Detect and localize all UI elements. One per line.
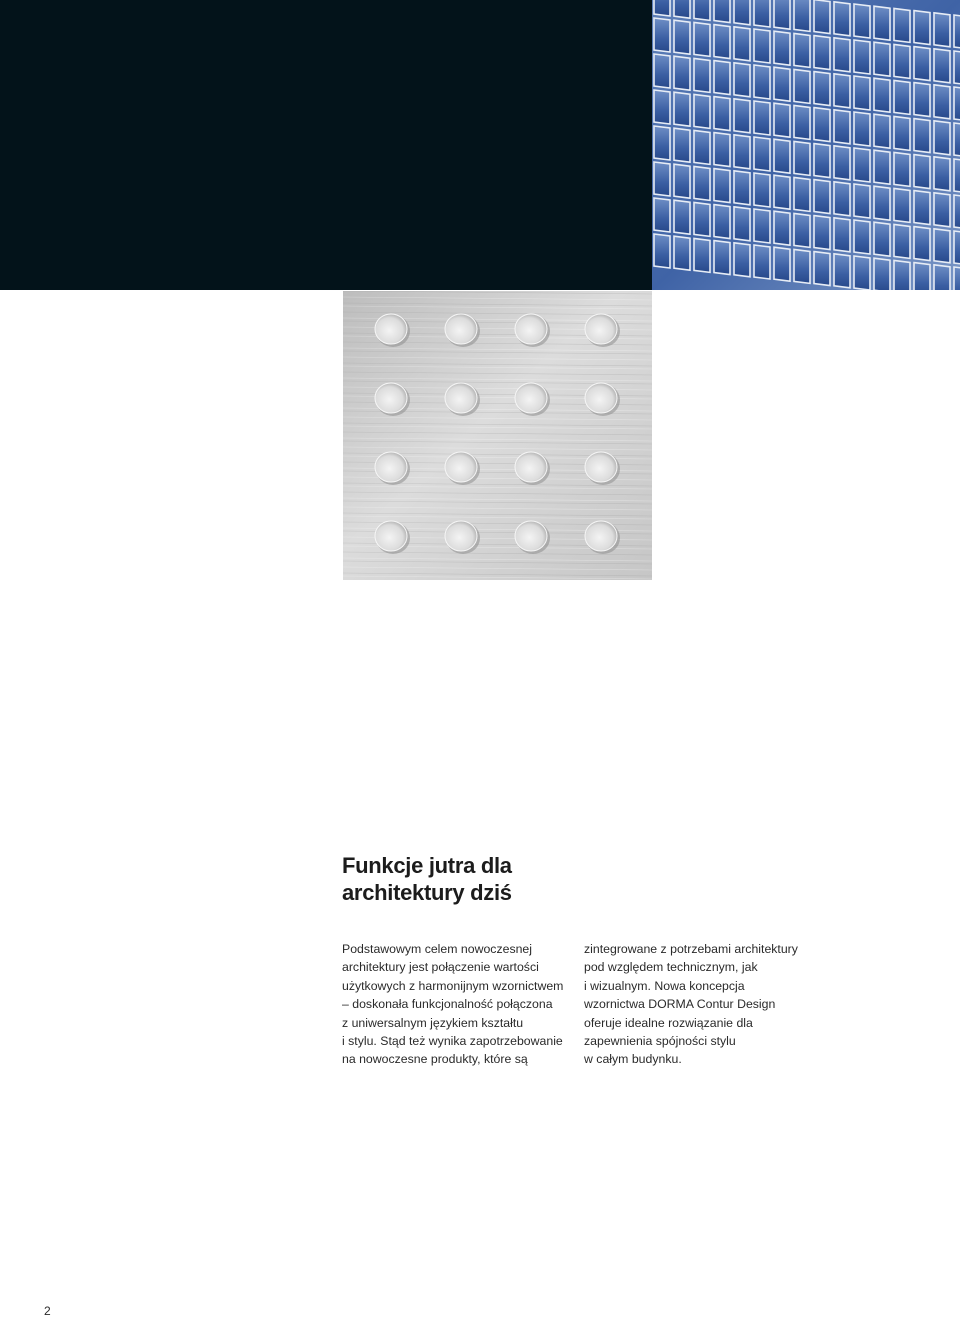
perforated-metal-image [343,291,652,580]
body-line: – doskonała funkcjonalność połączona [342,997,553,1012]
page-title [342,852,742,906]
page-number: 2 [44,1304,51,1318]
body-line: architektury jest połączenie wartości [342,960,539,975]
body-line: zapewnienia spójności stylu [584,1034,736,1049]
body-line: w całym budynku. [584,1052,682,1067]
body-line: pod względem technicznym, jak [584,960,758,975]
building-facade-image [652,0,960,290]
body-line: i wizualnym. Nowa koncepcja [584,978,745,993]
title-line: architektury dziś [342,880,512,905]
body-column-left [342,940,572,1069]
dark-color-block [0,0,652,290]
body-line: na nowoczesne produkty, które są [342,1052,528,1067]
body-line: użytkowych z harmonijnym wzornictwem [342,978,564,993]
body-column-right [584,940,814,1069]
body-line: oferuje idealne rozwiązanie dla [584,1015,753,1030]
body-line: wzornictwa DORMA Contur Design [584,997,776,1012]
body-line: zintegrowane z potrzebami architektury [584,942,798,956]
title-line: Funkcje jutra dla [342,853,512,878]
body-line: Podstawowym celem nowoczesnej [342,942,533,956]
body-line: z uniwersalnym językiem kształtu [342,1015,524,1030]
body-line: i stylu. Stąd też wynika zapotrzebowanie [342,1034,563,1049]
